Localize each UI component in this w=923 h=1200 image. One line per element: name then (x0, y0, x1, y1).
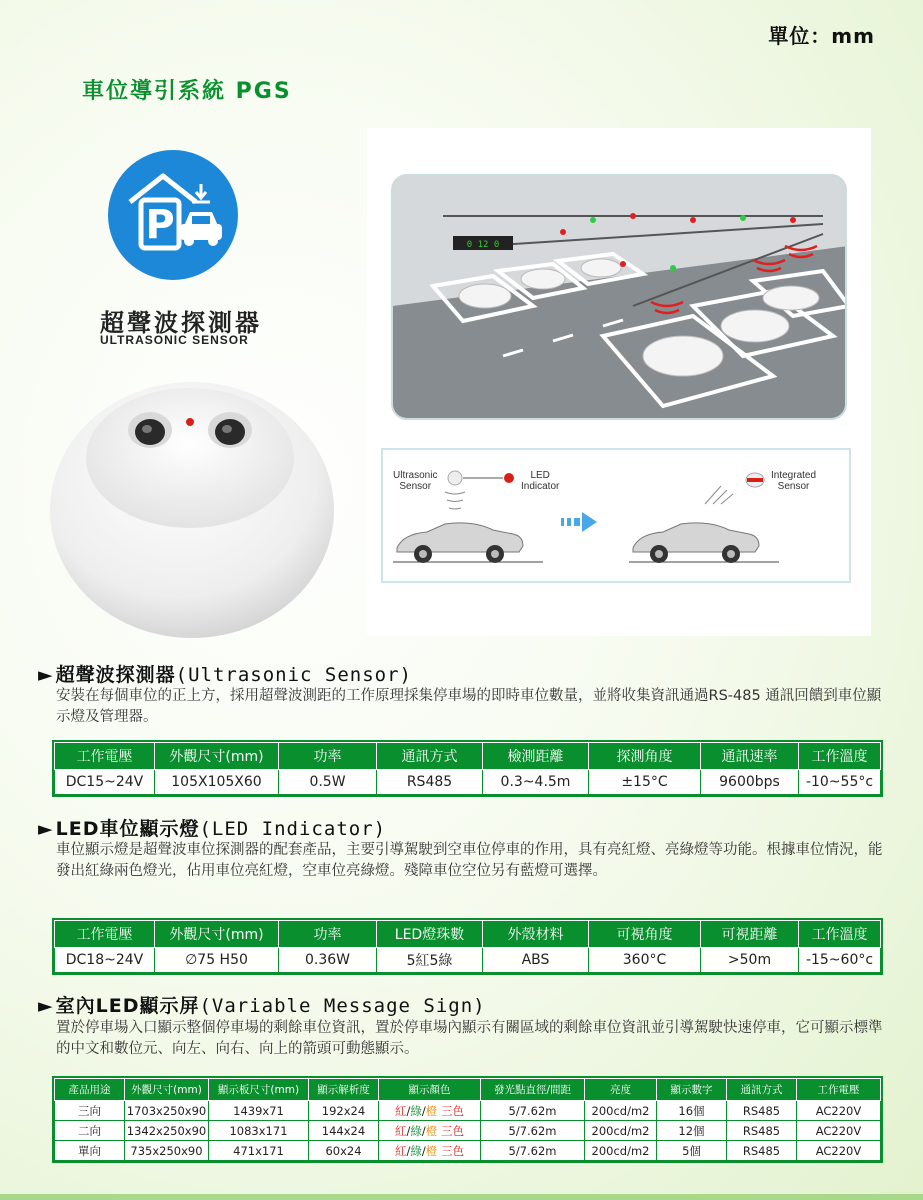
table-header-row (55, 921, 881, 948)
table-header: 通訊方式 (727, 1079, 797, 1101)
table-cell: >50m (701, 948, 799, 973)
product-name-en: ULTRASONIC SENSOR (100, 333, 249, 347)
triangle-bullet-icon: ► (38, 664, 54, 686)
table-cell: 0.5W (279, 770, 377, 795)
table-header: 外殼材料 (483, 921, 589, 948)
table-cell: RS485 (727, 1101, 797, 1121)
svg-text:P: P (145, 202, 175, 248)
table-cell: 1439x71 (209, 1101, 309, 1121)
product-name: 超聲波探測器 (100, 309, 262, 337)
table-cell: 0.36W (279, 948, 377, 973)
table-header: LED燈珠數 (377, 921, 483, 948)
table-header: 工作電壓 (797, 1079, 881, 1101)
table-header: 亮度 (585, 1079, 657, 1101)
vms-spec-table (54, 1078, 881, 1161)
table-header: 工作溫度 (799, 743, 881, 770)
section-ultrasonic-desc: 安裝在每個車位的正上方，採用超聲波測距的工作原理採集停車場的即時車位數量，並將收集資訊通過RS-485 通訊回饋到車位顯示燈及管理器。 (56, 688, 882, 725)
table-header: 外觀尺寸(mm) (155, 921, 279, 948)
table-row (55, 1141, 881, 1161)
diagram-label-ultrasonic: Ultrasonic Sensor (393, 470, 438, 492)
table-header: 顯示顏色 (379, 1079, 481, 1101)
table-cell: 5/7.62m (481, 1101, 585, 1121)
table-row (55, 948, 881, 973)
table-cell: 16個 (657, 1101, 727, 1121)
table-cell: 735x250x90 (125, 1141, 209, 1161)
table-cell: 5個 (657, 1141, 727, 1161)
table-row (55, 1121, 881, 1141)
table-cell: 471x171 (209, 1141, 309, 1161)
page-title: 車位導引系統 PGS (82, 79, 292, 104)
diagram-graphic (383, 450, 849, 581)
section-vms-title: ► 室內LED顯示屏(Variable Message Sign) (38, 995, 486, 1017)
table-header: 外觀尺寸(mm) (125, 1079, 209, 1101)
table-header: 發光點直徑/間距 (481, 1079, 585, 1101)
table-cell: 12個 (657, 1121, 727, 1141)
triangle-bullet-icon: ► (38, 995, 54, 1017)
sensor-diagram (381, 448, 851, 583)
application-photo (367, 128, 871, 636)
table-cell: 192x24 (309, 1101, 379, 1121)
table-cell: RS485 (727, 1121, 797, 1141)
table-header: 顯示解析度 (309, 1079, 379, 1101)
table-header: 顯示數字 (657, 1079, 727, 1101)
table-cell: 200cd/m2 (585, 1121, 657, 1141)
table-cell: AC220V (797, 1101, 881, 1121)
table-cell: AC220V (797, 1121, 881, 1141)
table-header: 檢測距離 (483, 743, 589, 770)
sensor-product-image (44, 360, 344, 654)
table-header: 外觀尺寸(mm) (155, 743, 279, 770)
svg-text:0 12 0: 0 12 0 (466, 240, 500, 250)
table-cell-color: 紅/綠/橙 三色 (379, 1141, 481, 1161)
section-led-desc: 車位顯示燈是超聲波車位探測器的配套產品，主要引導駕駛到空車位停車的作用，具有亮紅燈、亮綠燈等功能。根據車位情況，能發出紅綠兩色燈光，佔用車位亮紅燈，空車位亮綠燈。殘障車位空位另有藍燈可選擇。 (56, 842, 883, 879)
table-cell: 二向 (55, 1121, 125, 1141)
diagram-label-led: LED Indicator (521, 470, 560, 492)
table-header: 產品用途 (55, 1079, 125, 1101)
table-cell-color: 紅/綠/橙 三色 (379, 1121, 481, 1141)
table-cell: -10~55°c (799, 770, 881, 795)
table-cell: RS485 (727, 1141, 797, 1161)
table-header: 探測角度 (589, 743, 701, 770)
section-led-title: ► LED車位顯示燈(LED Indicator) (38, 818, 387, 840)
table-header: 工作電壓 (55, 921, 155, 948)
table-header-row (55, 1079, 881, 1101)
table-header: 可視角度 (589, 921, 701, 948)
table-cell: DC15~24V (55, 770, 155, 795)
triangle-bullet-icon: ► (38, 818, 54, 840)
table-cell: 200cd/m2 (585, 1101, 657, 1121)
table-row (55, 1101, 881, 1121)
ultrasonic-spec-table (54, 742, 881, 795)
table-cell: 105X105X60 (155, 770, 279, 795)
table-cell: 1342x250x90 (125, 1121, 209, 1141)
table-header: 可視距離 (701, 921, 799, 948)
table-cell: -15~60°c (799, 948, 881, 973)
table-cell: 5/7.62m (481, 1141, 585, 1161)
parking-logo-icon (108, 150, 238, 280)
led-spec-table (54, 920, 881, 973)
table-header: 通訊方式 (377, 743, 483, 770)
section-vms-desc: 置於停車場入口顯示整個停車場的剩餘車位資訊，置於停車場內顯示有關區域的剩餘車位資訊並引導駕駛快速停車，它可顯示標準的中文和數位元、向左、向右、向上的箭頭可動態顯示。 (56, 1020, 883, 1057)
table-cell: 200cd/m2 (585, 1141, 657, 1161)
table-header: 功率 (279, 921, 377, 948)
table-header: 功率 (279, 743, 377, 770)
table-cell: ABS (483, 948, 589, 973)
table-cell: 1083x171 (209, 1121, 309, 1141)
table-cell-color: 紅/綠/橙 三色 (379, 1101, 481, 1121)
table-header: 工作溫度 (799, 921, 881, 948)
table-cell: 5紅5綠 (377, 948, 483, 973)
table-cell: 三向 (55, 1101, 125, 1121)
parking-lot-illustration (391, 174, 847, 420)
table-cell: 0.3~4.5m (483, 770, 589, 795)
table-cell: 5/7.62m (481, 1121, 585, 1141)
table-cell: AC220V (797, 1141, 881, 1161)
diagram-label-integrated: Integrated Sensor (771, 470, 817, 492)
table-cell: 9600bps (701, 770, 799, 795)
table-cell: RS485 (377, 770, 483, 795)
unit-label: 單位：mm (768, 24, 875, 48)
table-row (55, 770, 881, 795)
section-ultrasonic-title: ► 超聲波探測器(Ultrasonic Sensor) (38, 664, 412, 686)
table-header: 工作電壓 (55, 743, 155, 770)
table-cell: ±15°C (589, 770, 701, 795)
table-cell: 144x24 (309, 1121, 379, 1141)
table-cell: 單向 (55, 1141, 125, 1161)
table-cell: 1703x250x90 (125, 1101, 209, 1121)
table-cell: ∅75 H50 (155, 948, 279, 973)
table-cell: 60x24 (309, 1141, 379, 1161)
bottom-divider (0, 1194, 923, 1200)
table-cell: DC18~24V (55, 948, 155, 973)
table-cell: 360°C (589, 948, 701, 973)
table-header: 通訊速率 (701, 743, 799, 770)
table-header: 顯示板尺寸(mm) (209, 1079, 309, 1101)
table-header-row (55, 743, 881, 770)
